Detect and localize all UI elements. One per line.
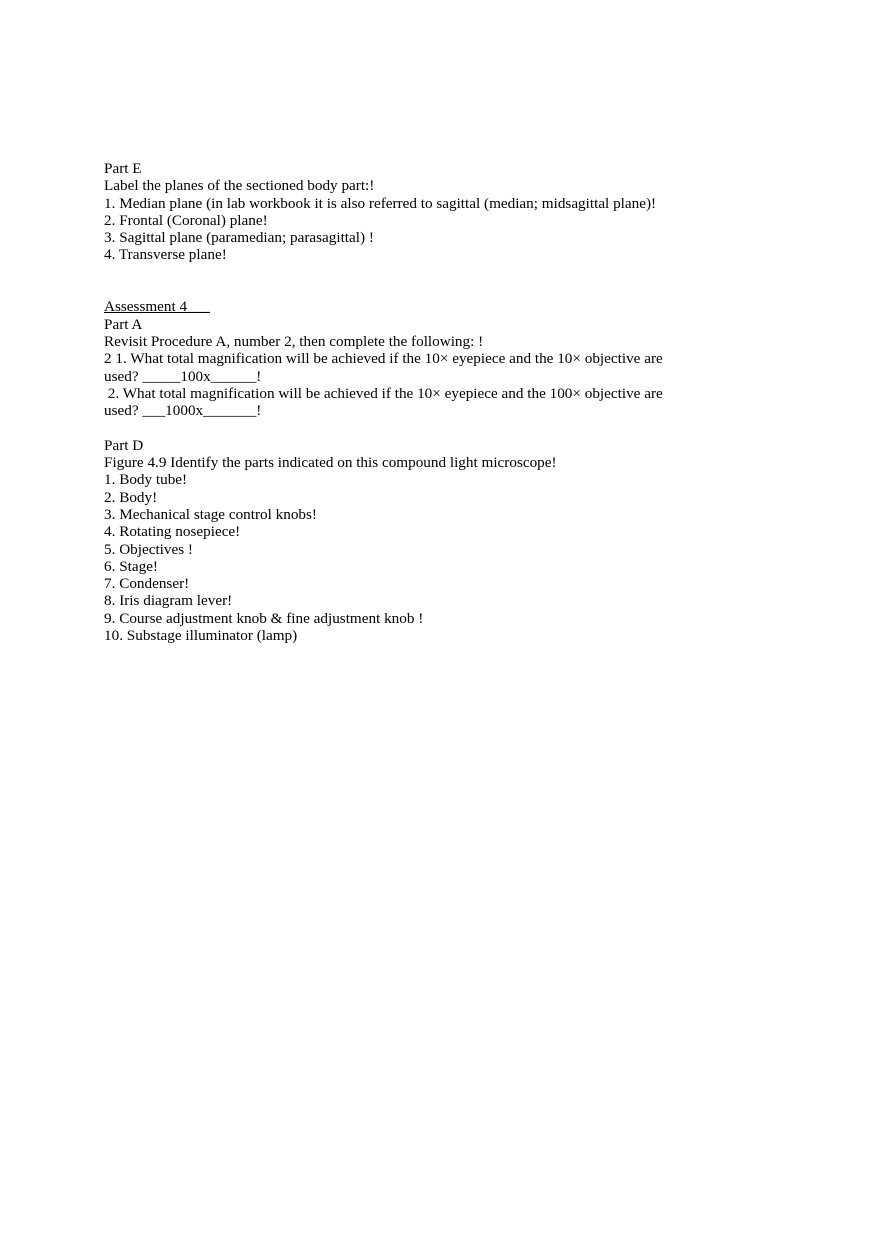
document-page (104, 160, 804, 644)
part-d-item: 4. Rotating nosepiece! (104, 523, 241, 541)
part-d-item: 7. Condenser! (104, 575, 190, 593)
part-e-intro: Label the planes of the sectioned body part:! (104, 177, 375, 195)
part-a-intro: Revisit Procedure A, number 2, then complete the following: ! (104, 332, 484, 350)
part-d-section (104, 437, 804, 645)
section-spacer (104, 264, 804, 299)
part-e-heading: Part E (104, 160, 142, 177)
assessment-section (104, 298, 804, 419)
part-a-heading: Part A (104, 315, 143, 333)
question-2-line-1: 2. What total magnification will be achieved if the 10× eyepiece and the 100× objective are (104, 384, 663, 402)
part-d-item: 10. Substage illuminator (lamp) (104, 627, 298, 645)
part-d-item: 6. Stage! (104, 557, 158, 575)
part-d-intro: Figure 4.9 Identify the parts indicated on this compound light microscope! (104, 454, 557, 472)
part-e-item: 1. Median plane (in lab workbook it is also referred to sagittal (median; midsagittal plane)! (104, 194, 657, 212)
section-spacer (104, 419, 804, 436)
part-e-item: 2. Frontal (Coronal) plane! (104, 211, 268, 229)
assessment-title: Assessment 4___ (104, 298, 210, 316)
question-1-line-1: 2 1. What total magnification will be achieved if the 10× eyepiece and the 10× objective are (104, 350, 663, 368)
part-e-item: 4. Transverse plane! (104, 246, 227, 264)
part-d-heading: Part D (104, 436, 144, 454)
part-d-item: 3. Mechanical stage control knobs! (104, 505, 317, 523)
part-d-item: 5. Objectives ! (104, 540, 193, 558)
part-d-item: 2. Body! (104, 488, 158, 506)
part-d-item: 1. Body tube! (104, 471, 188, 489)
question-2-answer-line: used? ___1000x_______! (104, 402, 262, 420)
part-e-section (104, 160, 804, 264)
part-d-item: 8. Iris diagram lever! (104, 592, 233, 610)
question-1-answer-line: used? _____100x______! (104, 367, 262, 385)
part-e-item: 3. Sagittal plane (paramedian; parasagittal) ! (104, 229, 374, 247)
part-d-item: 9. Course adjustment knob & fine adjustment knob ! (104, 609, 424, 627)
